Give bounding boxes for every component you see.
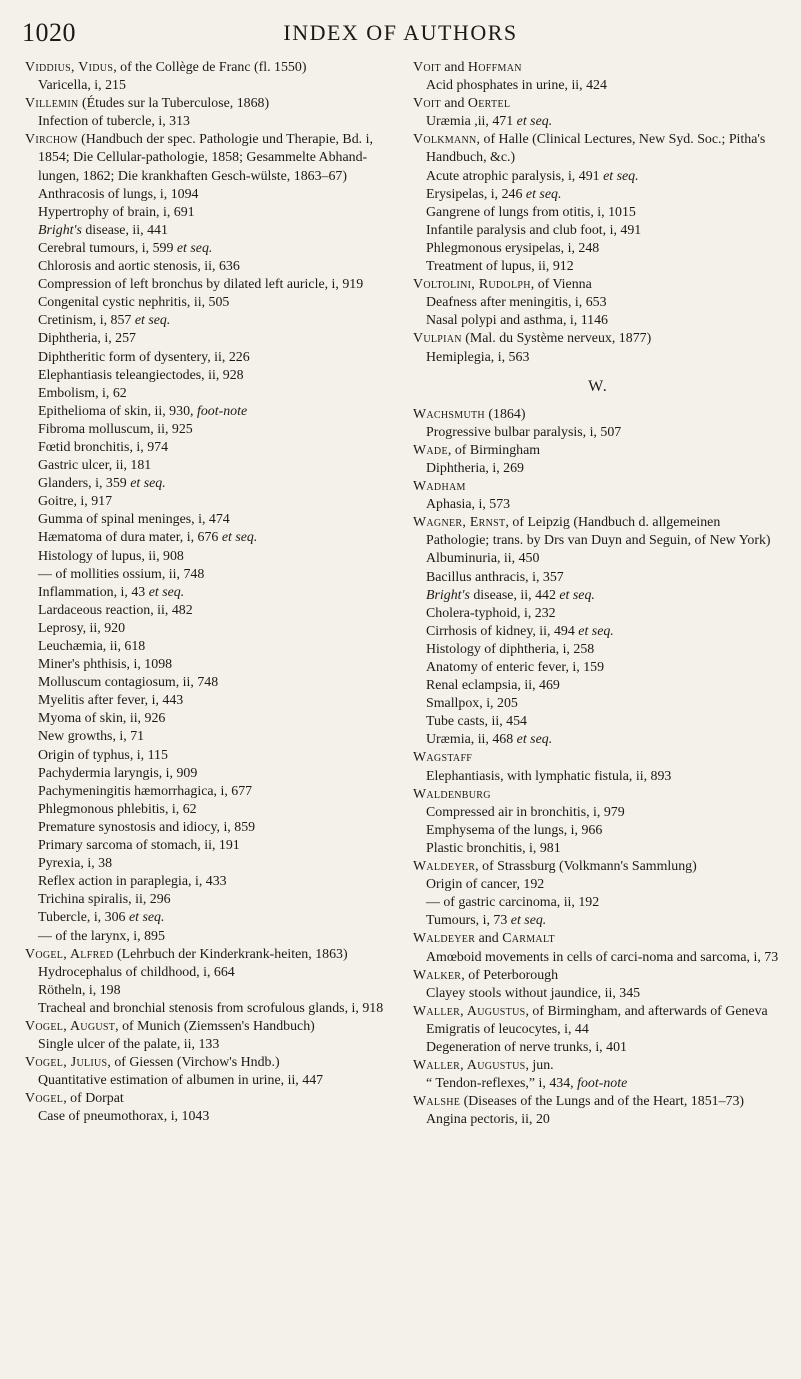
author-name: Waldenburg [413,786,491,802]
author-name: Viddius, Vidus [25,60,114,75]
entry-text: Fœtid bronchitis, i, 974 [38,439,169,455]
entry-text: Congenital cystic nephritis, ii, 505 [38,295,230,311]
entry-text: Gastric ulcer, ii, 181 [38,458,152,474]
index-entry [413,168,783,186]
entry-text: Reflex action in paraplegia, i, 433 [38,874,227,890]
index-entry [25,186,395,204]
entry-text: Acute atrophic paralysis, i, 491 [426,168,600,184]
index-entry [413,1075,783,1093]
entry-text: Diphtheria, i, 257 [38,331,136,347]
index-entry [25,855,395,873]
index-entry [413,695,783,713]
entry-text: Origin of typhus, i, 115 [38,747,168,763]
index-entry [413,550,783,568]
author-name: Vogel, Julius [25,1055,108,1071]
entry-text: Elephantiasis, with lymphatic fistula, ii, 893 [426,768,672,784]
author-name: Voltolini, Rudolph [413,277,531,293]
index-entry [25,385,395,403]
author-details: (1864) [484,406,526,422]
author-details: (Mal. du Système nerveux, 1877) [461,331,652,347]
author-name: Wachsmuth [413,406,485,422]
author-details: and [440,60,468,75]
entry-text: Miner's phthisis, i, 1098 [38,657,173,673]
entry-text: Fibroma molluscum, ii, 925 [38,421,193,437]
author-name: Waller, Augustus [413,1003,526,1019]
page-number: 1020 [22,18,76,47]
entry-text: Rötheln, i, 198 [38,982,121,998]
author-details: (Études sur la Tuberculose, 1868) [78,96,270,112]
index-entry [25,439,395,457]
author-name: Virchow [25,132,78,148]
author-heading [25,1090,395,1108]
author-name: Walshe [413,1094,461,1110]
index-entry [25,1036,395,1054]
entry-note: foot-note [193,403,248,419]
index-entry [413,460,783,478]
author-name: Wagstaff [413,750,473,766]
author-heading [25,1054,395,1072]
entry-note: et seq. [218,530,258,546]
entry-text: disease, ii, 441 [81,222,168,238]
index-entry [25,982,395,1000]
author-details: (Handbuch der spec. Pathologie und Therapie, Bd. i, 1854; Die Cellular-pathologie, 1858; Gesammelte Abhand-lungen, 1862; Die krankhaften Gesch-wülste, 1863–67) [38,132,373,184]
entry-text: Pyrexia, i, 38 [38,856,113,872]
index-entry [413,1039,783,1057]
index-entry [413,804,783,822]
entry-text: Varicella, i, 215 [38,78,126,94]
entry-text: Phlegmonous phlebitis, i, 62 [38,801,197,817]
entry-text: — of the larynx, i, 895 [38,928,165,944]
entry-text: Compression of left bronchus by dilated left auricle, i, 919 [38,277,364,293]
left-column [25,59,395,1127]
index-entry [413,605,783,623]
entry-text: Cretinism, i, 857 [38,313,132,329]
author-name: Wagner, Ernst [413,515,506,531]
author-name: Villemin [25,96,79,112]
entry-note: et seq. [131,313,171,329]
index-entry [25,548,395,566]
running-title: INDEX OF AUTHORS [283,20,518,45]
index-entry [25,710,395,728]
author-details: (Diseases of the Lungs and of the Heart, 1851–73) [460,1094,745,1110]
entry-text: Erysipelas, i, 246 [426,186,523,202]
entry-note: et seq. [599,168,639,184]
entry-text: Trichina spiralis, ii, 296 [38,892,171,908]
index-entry [413,240,783,258]
index-entry [25,1108,395,1126]
index-entry [413,424,783,442]
index-entry [25,656,395,674]
right-column [413,59,783,1129]
index-entry [25,674,395,692]
entry-text: Tube casts, ii, 454 [426,714,527,730]
author-heading [25,59,395,77]
index-entry [413,294,783,312]
entry-text: Degeneration of nerve trunks, i, 401 [426,1039,627,1055]
index-entry [413,312,783,330]
index-entry [25,909,395,927]
author-details: (Lehrbuch der Kinderkrank-heiten, 1863) [113,946,348,962]
author-name: Volkmann [413,132,477,148]
entry-text: Gangrene of lungs from otitis, i, 1015 [426,204,636,220]
entry-text: Uræmia, ii, 468 [426,732,514,748]
author-name: Hoffman [467,60,522,75]
entry-text: Lardaceous reaction, ii, 482 [38,602,193,618]
author-name: Waldeyer [413,859,476,875]
index-entry [25,1000,395,1018]
entry-text: Embolism, i, 62 [38,385,127,401]
index-entry [25,873,395,891]
index-entry [25,493,395,511]
entry-text: Cholera-typhoid, i, 232 [426,605,556,621]
index-entry [25,692,395,710]
author-name: Vogel [25,1091,64,1107]
index-entry [413,985,783,1003]
entry-text: Uræmia ,ii, 471 [426,114,514,130]
index-entry [413,623,783,641]
author-details: and [475,931,503,947]
entry-text: Primary sarcoma of stomach, ii, 191 [38,838,240,854]
index-entry [25,765,395,783]
entry-note: foot-note [573,1076,628,1092]
index-entry [25,403,395,421]
author-details: , of the Collège de Franc (fl. 1550) [113,60,307,75]
index-entry [25,747,395,765]
index-entry [25,204,395,222]
entry-text: New growths, i, 71 [38,729,145,745]
entry-text: Bacillus anthracis, i, 357 [426,569,564,585]
index-entry [25,77,395,95]
entry-text: Leprosy, ii, 920 [38,620,126,636]
entry-text: disease, ii, 442 [469,587,556,603]
author-heading [413,95,783,113]
index-entry [413,768,783,786]
author-heading [25,946,395,964]
entry-text: Histology of diphtheria, i, 258 [426,641,595,657]
index-entry [25,258,395,276]
index-entry [25,421,395,439]
author-name: Wade [413,442,448,458]
entry-text: Myelitis after fever, i, 443 [38,693,184,709]
author-details: , of Dorpat [63,1091,124,1107]
index-entry [25,529,395,547]
index-entry [413,949,783,967]
author-heading [413,930,783,948]
entry-text: Inflammation, i, 43 [38,584,146,600]
index-entry [25,819,395,837]
index-entry [413,222,783,240]
entry-text: Tracheal and bronchial stenosis from scrofulous glands, i, 918 [38,1000,384,1016]
author-details: and [440,96,468,112]
author-heading [413,786,783,804]
author-heading [413,967,783,985]
author-name: Voit [413,60,441,75]
entry-text: Elephantiasis teleangiectodes, ii, 928 [38,367,244,383]
index-entry [25,475,395,493]
author-details: , of Birmingham [447,442,541,458]
author-details: , of Strassburg (Volkmann's Sammlung) [475,859,697,875]
entry-text: Gumma of spinal meninges, i, 474 [38,512,230,528]
index-entry [25,222,395,240]
index-entry [25,801,395,819]
entry-text: Pachydermia laryngis, i, 909 [38,765,198,781]
entry-text: — of mollities ossium, ii, 748 [38,566,205,582]
entry-note: et seq. [513,114,553,130]
index-entry [413,659,783,677]
index-entry [413,822,783,840]
entry-text: Hydrocephalus of childhood, i, 664 [38,964,235,980]
index-entry [25,837,395,855]
author-heading [413,406,783,424]
author-heading [413,442,783,460]
author-name: Vogel, August [25,1018,116,1034]
author-name: Waller, Augustus [413,1058,526,1074]
entry-text: Hæmatoma of dura mater, i, 676 [38,530,219,546]
entry-text: Cirrhosis of kidney, ii, 494 [426,623,575,639]
entry-text: Acid phosphates in urine, ii, 424 [426,78,607,94]
entry-text: Phlegmonous erysipelas, i, 248 [426,240,600,256]
entry-text: Amœboid movements in cells of carci-noma and sarcoma, i, 73 [426,949,779,965]
entry-text: Tubercle, i, 306 [38,910,126,926]
entry-text: Plastic bronchitis, i, 981 [426,840,561,856]
index-entry [413,1021,783,1039]
author-name: Vogel, Alfred [25,946,114,962]
entry-text: Cerebral tumours, i, 599 [38,240,174,256]
author-heading [413,1093,783,1111]
index-entry [413,1111,783,1129]
entry-text: Emigratis of leucocytes, i, 44 [426,1021,589,1037]
entry-text: Histology of lupus, ii, 908 [38,548,184,564]
author-details: , of Halle (Clinical Lectures, New Syd. Soc.; Pitha's Handbuch, &c.) [426,132,766,166]
index-entry [413,113,783,131]
entry-text: Chlorosis and aortic stenosis, ii, 636 [38,259,240,275]
entry-text: Leuchæmia, ii, 618 [38,639,146,654]
section-letter: W. [588,377,608,395]
index-entry [413,186,783,204]
index-entry [413,258,783,276]
entry-text: Goitre, i, 917 [38,494,113,510]
author-details: , of Vienna [530,277,592,293]
author-heading [413,330,783,348]
index-entry [413,894,783,912]
index-entry [413,840,783,858]
author-heading [413,858,783,876]
author-name: Walker [413,967,462,983]
index-entry [25,349,395,367]
entry-text: Angina pectoris, ii, 20 [426,1112,550,1128]
entry-note: et seq. [507,913,547,929]
entry-text: Infantile paralysis and club foot, i, 491 [426,222,642,238]
author-details: , of Munich (Ziemssen's Handbuch) [115,1018,315,1034]
entry-text: Anatomy of enteric fever, i, 159 [426,660,605,675]
index-entry [413,77,783,95]
index-entry [25,240,395,258]
index-entry [413,876,783,894]
index-entry [413,349,783,367]
entry-note: et seq. [125,910,165,926]
entry-text: “ Tendon-reflexes,” i, 434, [426,1076,574,1092]
index-entry [25,891,395,909]
author-details: , jun. [525,1058,554,1074]
entry-note: et seq. [145,584,185,600]
author-heading [413,514,783,550]
entry-text: Quantitative estimation of albumen in urine, ii, 447 [38,1073,324,1089]
page-header [0,14,801,54]
index-entry [413,731,783,749]
author-name: Voit [413,96,441,112]
entry-note: et seq. [173,240,213,256]
index-entry [25,928,395,946]
entry-text: Pachymeningitis hæmorrhagica, i, 677 [38,783,253,799]
index-entry [25,511,395,529]
entry-text: Anthracosis of lungs, i, 1094 [38,186,199,202]
index-entry [25,566,395,584]
entry-text: Albuminuria, ii, 450 [426,551,540,567]
index-entry [413,587,783,605]
author-details: , of Giessen (Virchow's Hndb.) [107,1055,280,1071]
author-heading [25,1018,395,1036]
index-entry [25,584,395,602]
index-entry [413,496,783,514]
author-name: Vulpian [413,331,462,347]
entry-text: — of gastric carcinoma, ii, 192 [426,895,600,911]
entry-text: Progressive bulbar paralysis, i, 507 [426,424,622,440]
entry-text: Deafness after meningitis, i, 653 [426,295,607,311]
index-entry [413,912,783,930]
author-name: Wadham [413,479,466,495]
entry-text: Premature synostosis and idiocy, i, 859 [38,819,256,835]
author-details: , of Birmingham, and afterwards of Geneva [525,1003,768,1019]
index-entry [25,113,395,131]
index-entry [25,638,395,656]
author-heading [413,749,783,767]
entry-text: Diphtheritic form of dysentery, ii, 226 [38,349,250,365]
entry-text: Single ulcer of the palate, ii, 133 [38,1037,220,1053]
entry-text: Clayey stools without jaundice, ii, 345 [426,985,641,1001]
entry-text: Renal eclampsia, ii, 469 [426,678,560,694]
entry-text: Glanders, i, 359 [38,476,127,492]
entry-text: Aphasia, i, 573 [426,497,511,513]
index-entry [25,457,395,475]
entry-text: Bright's [426,587,470,603]
index-entry [25,783,395,801]
index-entry [25,312,395,330]
author-heading [413,478,783,496]
index-entry [413,713,783,731]
index-entry [25,620,395,638]
entry-text: Molluscum contagiosum, ii, 748 [38,675,219,691]
index-entry [413,641,783,659]
entry-text: Treatment of lupus, ii, 912 [426,259,574,275]
author-name: Waldeyer [413,931,476,947]
index-entry [25,330,395,348]
entry-text: Tumours, i, 73 [426,913,508,929]
entry-text: Compressed air in bronchitis, i, 979 [426,804,625,820]
author-heading [413,1003,783,1021]
entry-text: Bright's [38,222,82,238]
entry-text: Nasal polypi and asthma, i, 1146 [426,313,608,329]
author-heading [25,131,395,185]
entry-note: et seq. [513,732,553,748]
entry-text: Hemiplegia, i, 563 [426,349,530,365]
entry-note: et seq. [574,623,614,639]
entry-text: Hypertrophy of brain, i, 691 [38,204,195,220]
author-details: , of Leipzig (Handbuch d. allgemeinen Pathologie; trans. by Drs van Duyn and Seguin, of New York) [426,515,771,549]
author-heading [413,276,783,294]
index-entry [25,964,395,982]
index-entry [413,569,783,587]
author-heading [413,59,783,77]
entry-note: et seq. [555,587,595,603]
author-heading [413,1057,783,1075]
index-entry [25,294,395,312]
index-entry [25,367,395,385]
entry-text: Epithelioma of skin, ii, 930, [38,403,194,419]
author-name: Oertel [467,96,511,112]
author-heading [413,131,783,167]
author-heading [25,95,395,113]
entry-text: Emphysema of the lungs, i, 966 [426,822,603,838]
index-entry [25,728,395,746]
entry-text: Origin of cancer, 192 [426,877,545,893]
index-entry [413,204,783,222]
index-entry [25,276,395,294]
author-details: , of Peterborough [461,967,559,983]
entry-note: et seq. [522,186,562,202]
entry-text: Smallpox, i, 205 [426,696,518,712]
index-entry [413,677,783,695]
entry-text: Diphtheria, i, 269 [426,460,524,476]
entry-note: et seq. [126,476,166,492]
author-name: Carmalt [502,931,555,947]
entry-text: Myoma of skin, ii, 926 [38,711,166,727]
entry-text: Infection of tubercle, i, 313 [38,114,190,130]
entry-text: Case of pneumothorax, i, 1043 [38,1109,210,1125]
index-entry [25,602,395,620]
index-entry [25,1072,395,1090]
